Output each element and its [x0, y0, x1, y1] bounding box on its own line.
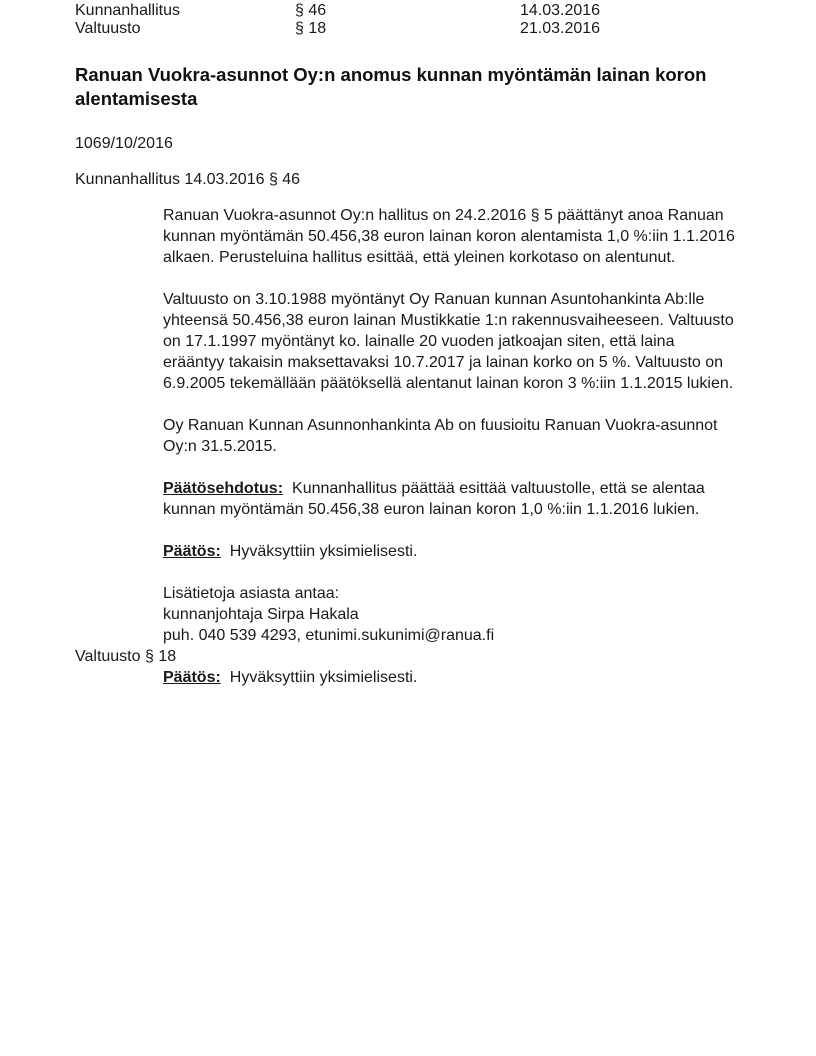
header-section-number: § 18	[295, 20, 327, 37]
decision-text: Hyväksyttiin yksimielisesti.	[229, 669, 418, 686]
case-number: 1069/10/2016	[75, 135, 173, 152]
section-heading-kunnanhallitus: Kunnanhallitus 14.03.2016 § 46	[75, 171, 301, 188]
decision-paragraph	[163, 541, 737, 562]
kunnanhallitus-body	[163, 205, 737, 646]
contact-phone-email: puh. 040 539 4293, etunimi.sukunimi@ranua.fi	[163, 627, 495, 644]
body-paragraph: Valtuusto on 3.10.1988 myöntänyt Oy Ranuan kunnan Asuntohankinta Ab:lle yhteensä 50.456,38 euron lainan Mustikkatie 1:n rakennusvaiheeseen. Valtuusto on 17.1.1997 myöntänyt ko. lainalle 20 vuoden jatkoajan siten, että laina erääntyy takaisin maksettavaksi 10.7.2017 ja lainan korko on 5 %. Valtuusto on 6.9.2005 tekemällään päätöksellä alentanut lainan koron 3 %:iin 1.1.2015 lukien.	[163, 291, 734, 392]
decision-proposal-label: Päätösehdotus:	[163, 480, 284, 497]
document-header	[75, 2, 737, 38]
header-section-number: § 46	[295, 2, 327, 19]
document-title: Ranuan Vuokra-asunnot Oy:n anomus kunnan myöntämän lainan koron alentamisesta	[75, 64, 707, 109]
header-meeting-date: 21.03.2016	[520, 20, 601, 37]
contact-person: kunnanjohtaja Sirpa Hakala	[163, 606, 359, 623]
valtuusto-body	[163, 667, 737, 688]
contact-intro: Lisätietoja asiasta antaa:	[163, 585, 340, 602]
contact-info	[163, 583, 737, 646]
header-row-kunnanhallitus	[75, 2, 737, 20]
header-org-name: Kunnanhallitus	[75, 2, 180, 19]
decision-proposal-paragraph	[163, 478, 737, 520]
header-meeting-date: 14.03.2016	[520, 2, 601, 19]
body-paragraph: Oy Ranuan Kunnan Asunnonhankinta Ab on fuusioitu Ranuan Vuokra-asunnot Oy:n 31.5.2015.	[163, 417, 718, 455]
decision-proposal-text: Kunnanhallitus päättää esittää valtuustolle, että se alentaa kunnan myöntämän 50.456,38 euron lainan koron 1,0 %:iin 1.1.2016 lukien.	[163, 480, 705, 518]
decision-paragraph	[163, 667, 737, 688]
header-org-name: Valtuusto	[75, 20, 141, 37]
header-row-valtuusto	[75, 20, 737, 38]
decision-text: Hyväksyttiin yksimielisesti.	[229, 543, 418, 560]
decision-label: Päätös:	[163, 543, 221, 560]
decision-label: Päätös:	[163, 669, 221, 686]
section-heading-valtuusto: Valtuusto § 18	[75, 648, 177, 665]
body-paragraph: Ranuan Vuokra-asunnot Oy:n hallitus on 24.2.2016 § 5 päättänyt anoa Ranuan kunnan myöntämän 50.456,38 euron lainan koron alentamista 1,0 %:iin 1.1.2016 alkaen. Perusteluina hallitus esittää, että yleinen korkotaso on alentunut.	[163, 207, 735, 266]
